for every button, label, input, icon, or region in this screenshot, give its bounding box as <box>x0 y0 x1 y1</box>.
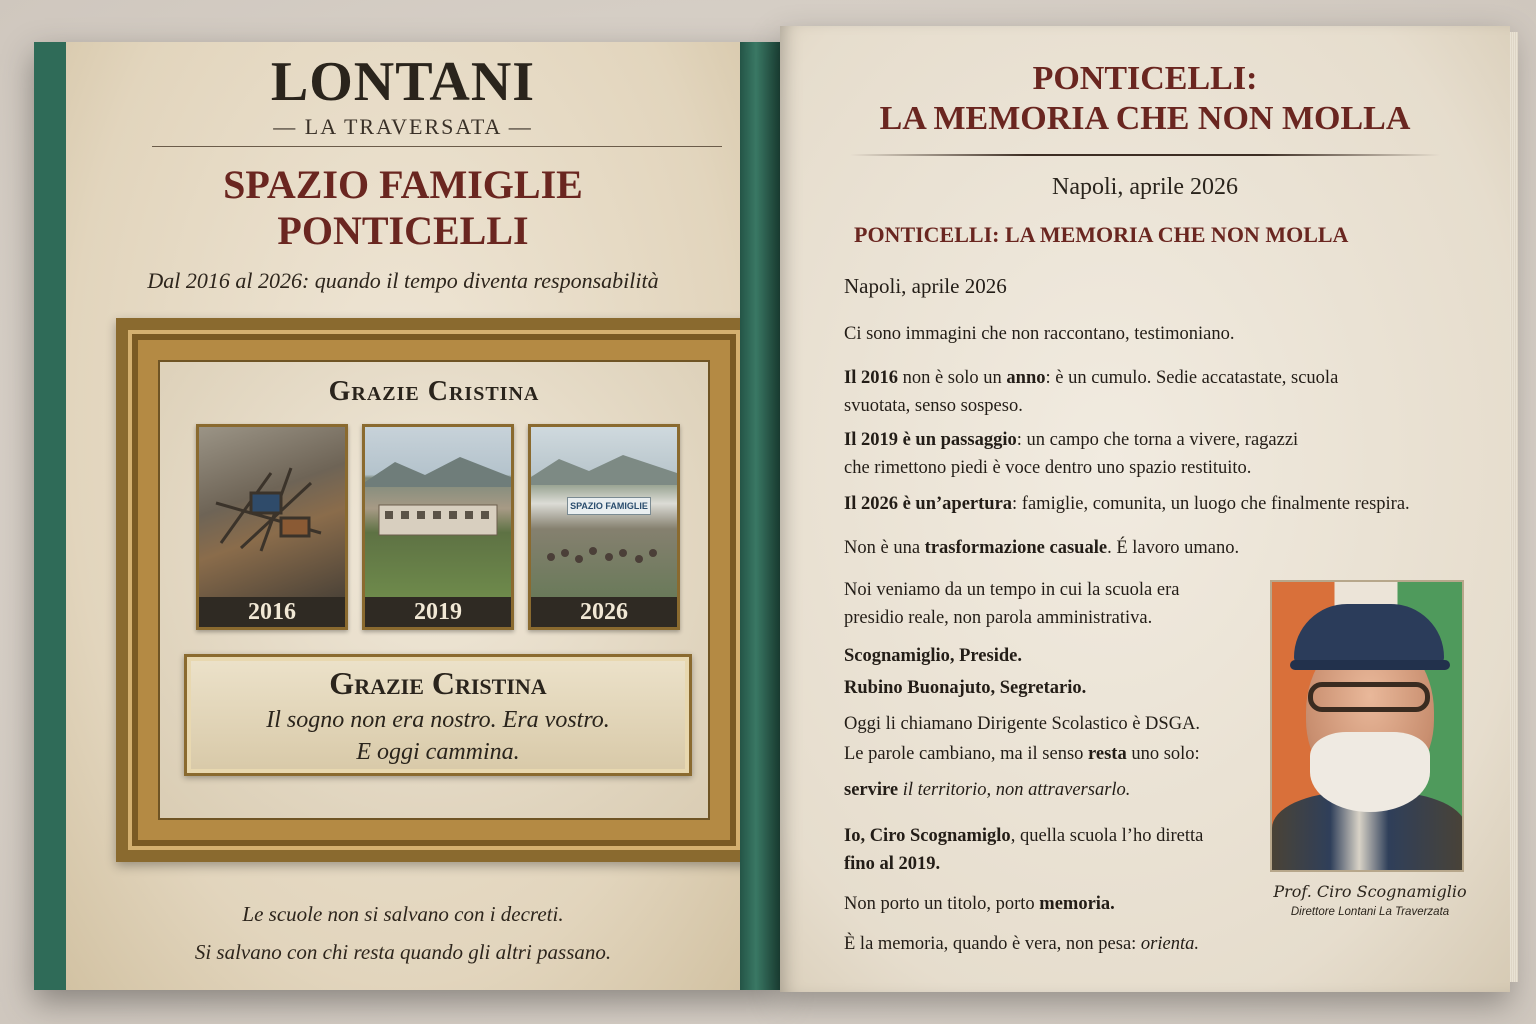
p2-text-2: : è un cumulo. Sedie accatastate, scuola <box>1045 368 1339 388</box>
portrait-glasses-icon <box>1308 682 1430 712</box>
paragraph-11 <box>844 822 1203 878</box>
p3-bold: Il 2019 è un passaggio <box>844 430 1017 450</box>
photo-year-label: 2019 <box>365 597 511 627</box>
divider <box>152 146 722 147</box>
article-date: Napoli, aprile 2026 <box>1052 174 1238 200</box>
portrait-beard <box>1310 732 1430 812</box>
paragraph-8: Rubino Buonajuto, Segretario. <box>844 678 1087 698</box>
paragraph-10 <box>844 776 1130 804</box>
plaque-line1: Il sogno non era nostro. Era vostro. <box>266 707 610 733</box>
p11-text: , quella scuola l’ho diretta <box>1010 826 1204 846</box>
author-signature: Prof. Ciro Scognamiglio <box>1273 882 1467 901</box>
frame-title: Grazie Cristina <box>328 376 540 407</box>
p9-text-2: uno solo: <box>1126 744 1200 764</box>
frame-canvas <box>158 360 710 820</box>
paragraph-9-line1: Oggi li chiamano Dirigente Scolastico è DSGA. <box>844 714 1201 734</box>
paragraph-6-line2: presidio reale, non parola amministrativa. <box>844 608 1153 628</box>
p5-bold: trasformazione casuale <box>924 538 1108 558</box>
p12-text: Non porto un titolo, porto <box>844 894 1040 914</box>
closing-quote-line2: Si salvano con chi resta quando gli altri passano. <box>194 940 612 964</box>
chairs-sketch-icon <box>211 463 331 553</box>
plaque-line2: E oggi cammina. <box>356 739 520 765</box>
right-page <box>780 26 1510 992</box>
page-title-line1: SPAZIO FAMIGLIE <box>223 162 583 207</box>
p3-text-2: che rimettono piedi è voce dentro uno spazio restituito. <box>844 458 1252 478</box>
article-subheading: PONTICELLI: LA MEMORIA CHE NON MOLLA <box>854 222 1349 247</box>
dateline: Napoli, aprile 2026 <box>844 274 1007 298</box>
portrait-cap <box>1294 604 1444 666</box>
closing-quote-line1: Le scuole non si salvano con i decreti. <box>242 902 564 926</box>
photo-image-school-field <box>365 427 511 597</box>
photo-2016 <box>196 424 348 630</box>
author-role: Direttore Lontani La Traverzata <box>1290 906 1450 918</box>
p2-text-3: svuotata, senso sospeso. <box>844 396 1023 416</box>
p9-text: Le parole cambiano, ma il senso <box>844 744 1089 764</box>
paragraph-5 <box>844 534 1239 562</box>
paragraph-3 <box>844 426 1298 482</box>
p4-bold: Il 2026 è un’apertura <box>844 494 1013 514</box>
title-divider <box>850 154 1440 156</box>
brand-title: LONTANI <box>270 51 536 113</box>
p11-bold: Io, Ciro Scognamiglo <box>844 826 1011 846</box>
photo-image-chairs-pile <box>199 427 345 597</box>
portrait-cap-brim <box>1290 660 1450 670</box>
spazio-famiglie-banner: SPAZIO FAMIGLIE <box>567 497 651 515</box>
photo-year-label: 2026 <box>531 597 677 627</box>
plaque-title: Grazie Cristina <box>329 665 547 701</box>
photo-row <box>196 424 684 630</box>
photo-2019 <box>362 424 514 630</box>
brand-subtitle: — LA TRAVERSATA — <box>273 114 533 139</box>
paragraph-6-line1: Noi veniamo da un tempo in cui la scuola era <box>844 580 1180 600</box>
p2-bold-anno: anno <box>1006 368 1046 388</box>
p2-bold-year: Il 2016 <box>844 368 898 388</box>
photo-2026 <box>528 424 680 630</box>
left-page <box>34 42 780 990</box>
paragraph-4 <box>844 490 1410 518</box>
paragraph-12 <box>844 890 1115 918</box>
p5-text: Non è una <box>844 538 925 558</box>
gold-frame <box>116 318 752 862</box>
left-page-paper <box>66 42 740 990</box>
page-edge <box>1510 32 1518 982</box>
building-sketch-icon <box>365 427 511 597</box>
p4-text: : famiglie, comunita, un luogo che finalmente respira. <box>1012 494 1410 514</box>
p12-bold: memoria. <box>1039 894 1115 914</box>
photo-year-label: 2016 <box>199 597 345 627</box>
page-subtitle: Dal 2016 al 2026: quando il tempo diventa responsabilità <box>147 268 659 293</box>
paragraph-7: Scognamiglio, Preside. <box>844 646 1022 666</box>
paragraph-2 <box>844 364 1338 420</box>
book-spine <box>740 42 780 990</box>
paragraph-1: Ci sono immagini che non raccontano, testimoniano. <box>844 324 1235 344</box>
p13-text: È la memoria, quando è vera, non pesa: <box>844 934 1141 954</box>
paragraph-9-line2 <box>844 740 1200 768</box>
page-title <box>66 162 740 254</box>
p10-bold: servire <box>844 780 899 800</box>
page-title-line2: PONTICELLI <box>277 208 529 253</box>
p9-bold: resta <box>1088 744 1127 764</box>
plaque <box>184 654 692 776</box>
p13-italic: orienta. <box>1140 934 1199 954</box>
p5-text-2: . É lavoro umano. <box>1107 538 1240 558</box>
p11-bold-2: fino al 2019. <box>844 854 941 874</box>
p3-text: : un campo che torna a vivere, ragazzi <box>1016 430 1299 450</box>
p10-italic: il territorio <box>898 780 987 800</box>
photo-image-community-space <box>531 427 677 597</box>
article-title-line1: PONTICELLI: <box>1032 60 1258 97</box>
p10-italic-2: , non attraversarlo. <box>986 780 1131 800</box>
paragraph-13 <box>844 930 1199 958</box>
author-portrait <box>1270 580 1464 872</box>
p2-text: non è solo un <box>897 368 1007 388</box>
article-title-line2: LA MEMORIA CHE NON MOLLA <box>879 100 1411 137</box>
